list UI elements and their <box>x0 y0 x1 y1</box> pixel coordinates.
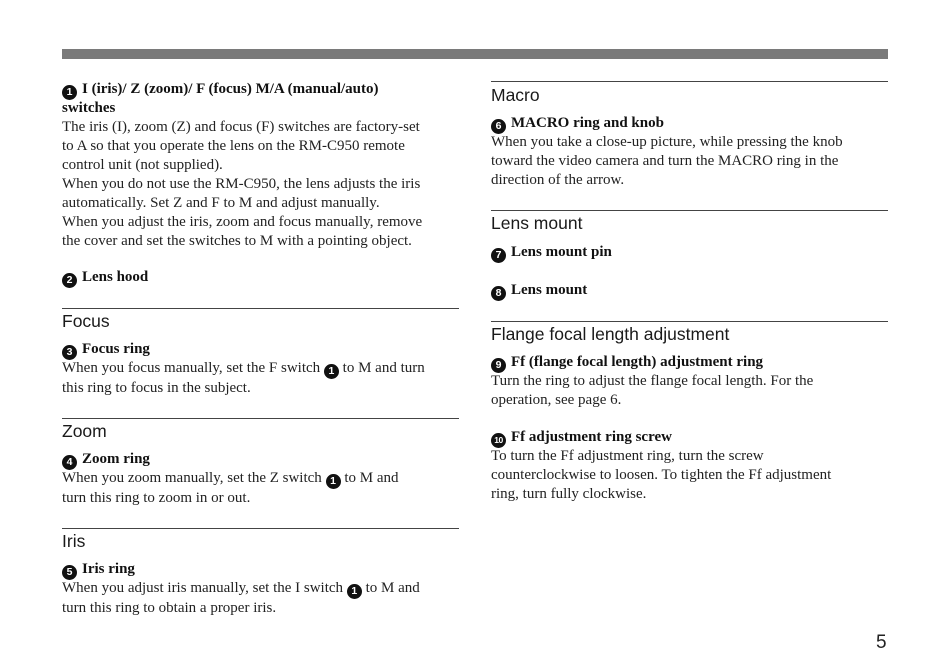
section-heading-zoom: Zoom <box>62 421 107 441</box>
item-8-title: 8 Lens mount <box>491 281 888 301</box>
item-10-title: 10 Ff adjustment ring screw <box>491 428 888 448</box>
item-9-title: 9 Ff (flange focal length) adjustment ring <box>491 353 888 373</box>
item-10-body: To turn the Ff adjustment ring, turn the screw counterclockwise to loosen. To tighten the Ff adjustment ring, turn fully clockwise. <box>491 448 832 502</box>
callout-1-ref-icon: 1 <box>326 474 341 489</box>
section-divider <box>62 528 459 529</box>
callout-7-icon: 7 <box>491 248 506 263</box>
callout-4-icon: 4 <box>62 455 77 470</box>
item-4-body: When you zoom manually, set the Z switch 1 to M and turn this ring to zoom in or out. <box>62 470 399 506</box>
callout-1-ref-icon: 1 <box>324 364 339 379</box>
callout-1-ref-icon: 1 <box>347 584 362 599</box>
item-1-title: 1 I (iris)/ Z (zoom)/ F (focus) M/A (manual/auto) <box>62 80 459 100</box>
item-5-title: 5 Iris ring <box>62 560 459 580</box>
callout-3-icon: 3 <box>62 345 77 360</box>
section-heading-focus: Focus <box>62 311 110 331</box>
section-heading-lens-mount: Lens mount <box>491 213 583 233</box>
item-7-title: 7 Lens mount pin <box>491 243 888 263</box>
section-heading-flange: Flange focal length adjustment <box>491 324 730 344</box>
callout-8-icon: 8 <box>491 286 506 301</box>
callout-5-icon: 5 <box>62 565 77 580</box>
item-6-title: 6 MACRO ring and knob <box>491 114 888 134</box>
item-1-body: The iris (I), zoom (Z) and focus (F) switches are factory-set to A so that you operate the lens on the RM-C950 remote control unit (not supplied). When you do not use the RM-C950, the lens adjusts the iris automatically. Set Z and F to M and adjust manually. When you adjust the iris, zoom and focus manually, remove the cover and set the switches to M with a pointing object. <box>62 119 423 249</box>
section-heading-macro: Macro <box>491 85 540 105</box>
item-1-title-cont: switches <box>62 100 116 116</box>
page-number: 5 <box>876 632 887 653</box>
section-divider <box>491 81 888 82</box>
callout-2-icon: 2 <box>62 273 77 288</box>
callout-6-icon: 6 <box>491 119 506 134</box>
callout-10-icon: 10 <box>491 433 506 448</box>
item-4-title: 4 Zoom ring <box>62 450 459 470</box>
item-6-body: When you take a close-up picture, while pressing the knob toward the video camera and turn the MACRO ring in the direction of the arrow. <box>491 134 843 188</box>
callout-1-icon: 1 <box>62 85 77 100</box>
section-divider <box>491 321 888 322</box>
item-3-body: When you focus manually, set the F switch 1 to M and turn this ring to focus in the subject. <box>62 360 425 396</box>
item-9-body: Turn the ring to adjust the flange focal length. For the operation, see page 6. <box>491 373 814 408</box>
section-divider <box>491 210 888 211</box>
item-2-title: 2 Lens hood <box>62 268 459 288</box>
callout-9-icon: 9 <box>491 358 506 373</box>
item-5-body: When you adjust iris manually, set the I switch 1 to M and turn this ring to obtain a proper iris. <box>62 580 420 616</box>
header-bar <box>62 49 888 59</box>
item-3-title: 3 Focus ring <box>62 340 459 360</box>
section-divider <box>62 418 459 419</box>
section-heading-iris: Iris <box>62 531 86 551</box>
section-divider <box>62 308 459 309</box>
